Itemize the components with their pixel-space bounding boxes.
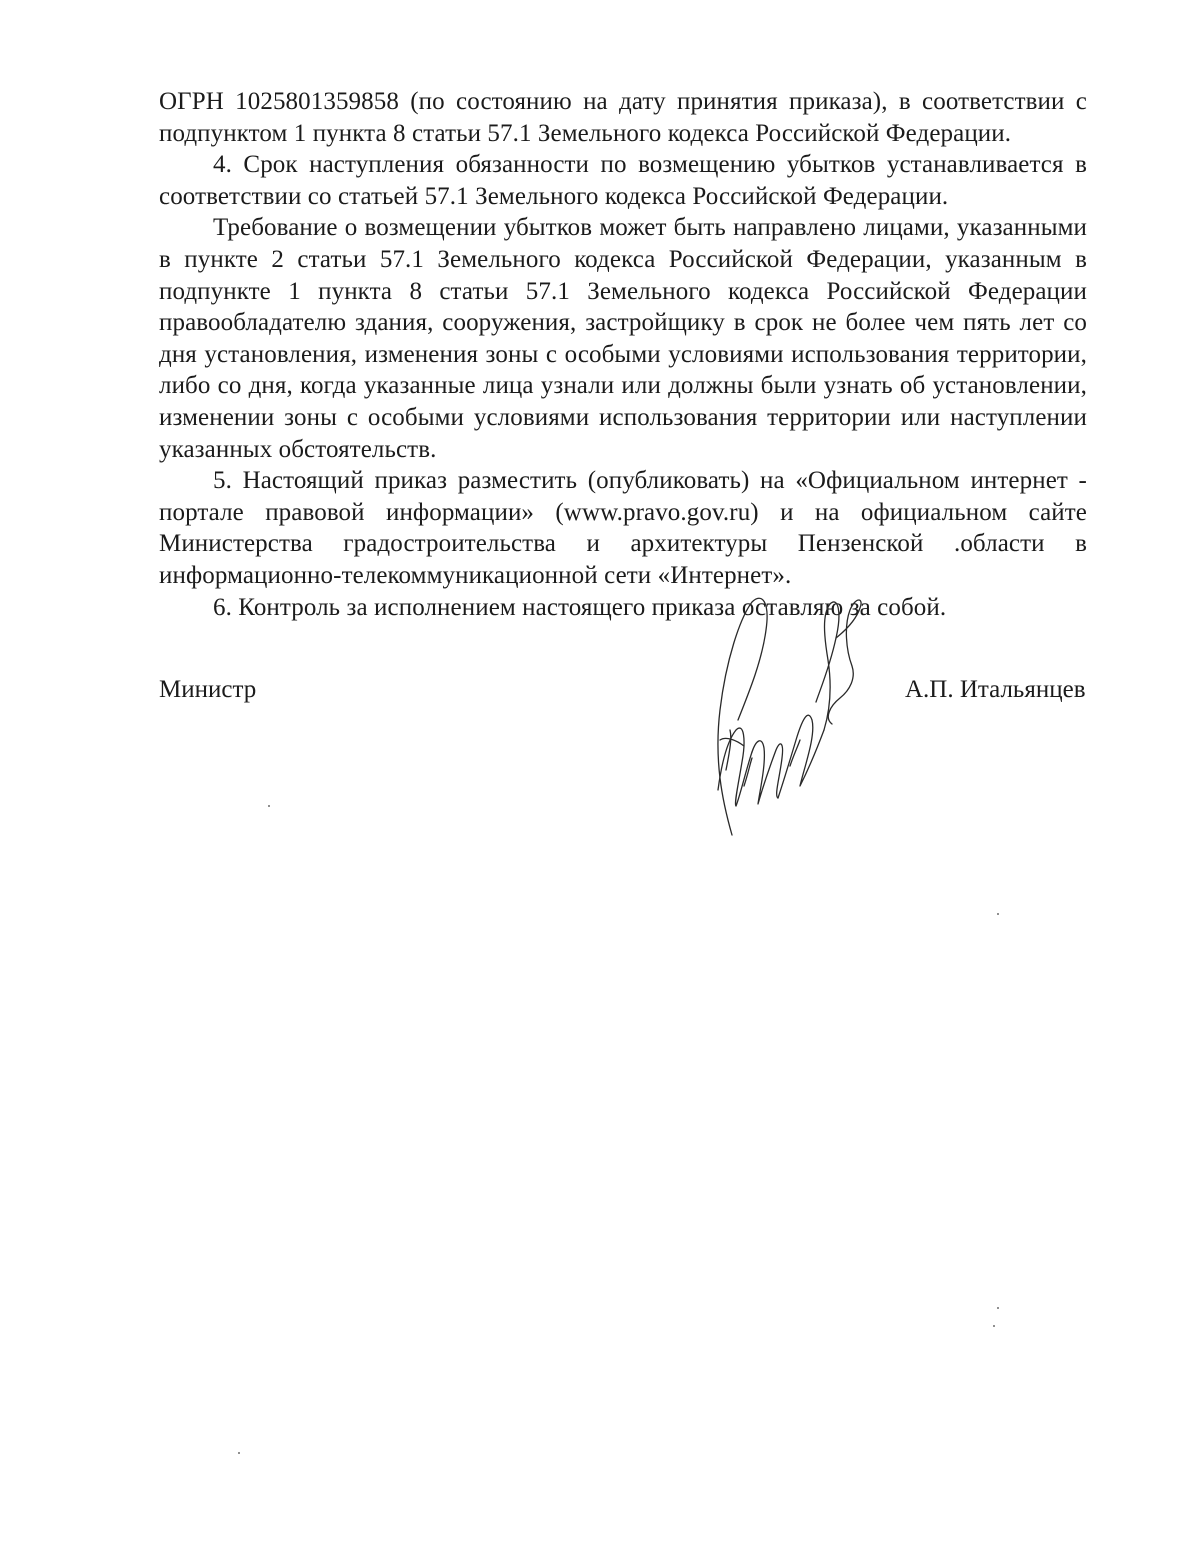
document-body [159, 86, 1087, 623]
scan-speck [997, 1307, 999, 1309]
paragraph-item-4: 4. Срок наступления обязанности по возмещению убытков устанавливается в соответствии со статьей 57.1 Земельного кодекса Российской Федерации. [159, 151, 1087, 210]
paragraph-item-6: 6. Контроль за исполнением настоящего приказа оставляю за собой. [213, 593, 947, 621]
paragraph-damages-claim: Требование о возмещении убытков может быть направлено лицами, указанными в пункте 2 статьи 57.1 Земельного кодекса Российской Федерации, указанным в подпункте 1 пункта 8 статьи 57.1 Земельного кодекса Российской Федерации правообладателю здания, сооружения, застройщику в срок не более чем пять лет со дня установления, изменения зоны с особыми условиями использования территории, либо со дня, когда указанные лица узнали или должны были узнать об установлении, изменении зоны с особыми условиями использования территории или наступлении указанных обстоятельств. [159, 214, 1087, 463]
signer-name: А.П. Итальянцев [905, 676, 1086, 703]
paragraph-ogrn-continuation: ОГРН 1025801359858 (по состоянию на дату принятия приказа), в соответствии с подпунктом 1 пункта 8 статьи 57.1 Земельного кодекса Российской Федерации. [159, 88, 1087, 147]
paragraph-item-5: 5. Настоящий приказ разместить (опубликовать) на «Официальном интернет - портале правовой информации» (www.pravo.gov.ru) и на официальном сайте Министерства градостроительства и архитектуры Пензенской .области в информационно-телекоммуникационной сети «Интернет». [159, 467, 1087, 589]
scan-speck [993, 1325, 995, 1327]
handwritten-signature [700, 590, 880, 840]
signer-position: Министр [159, 676, 257, 703]
scan-speck [238, 1452, 240, 1454]
scan-speck [268, 805, 270, 807]
scan-speck [997, 913, 999, 915]
